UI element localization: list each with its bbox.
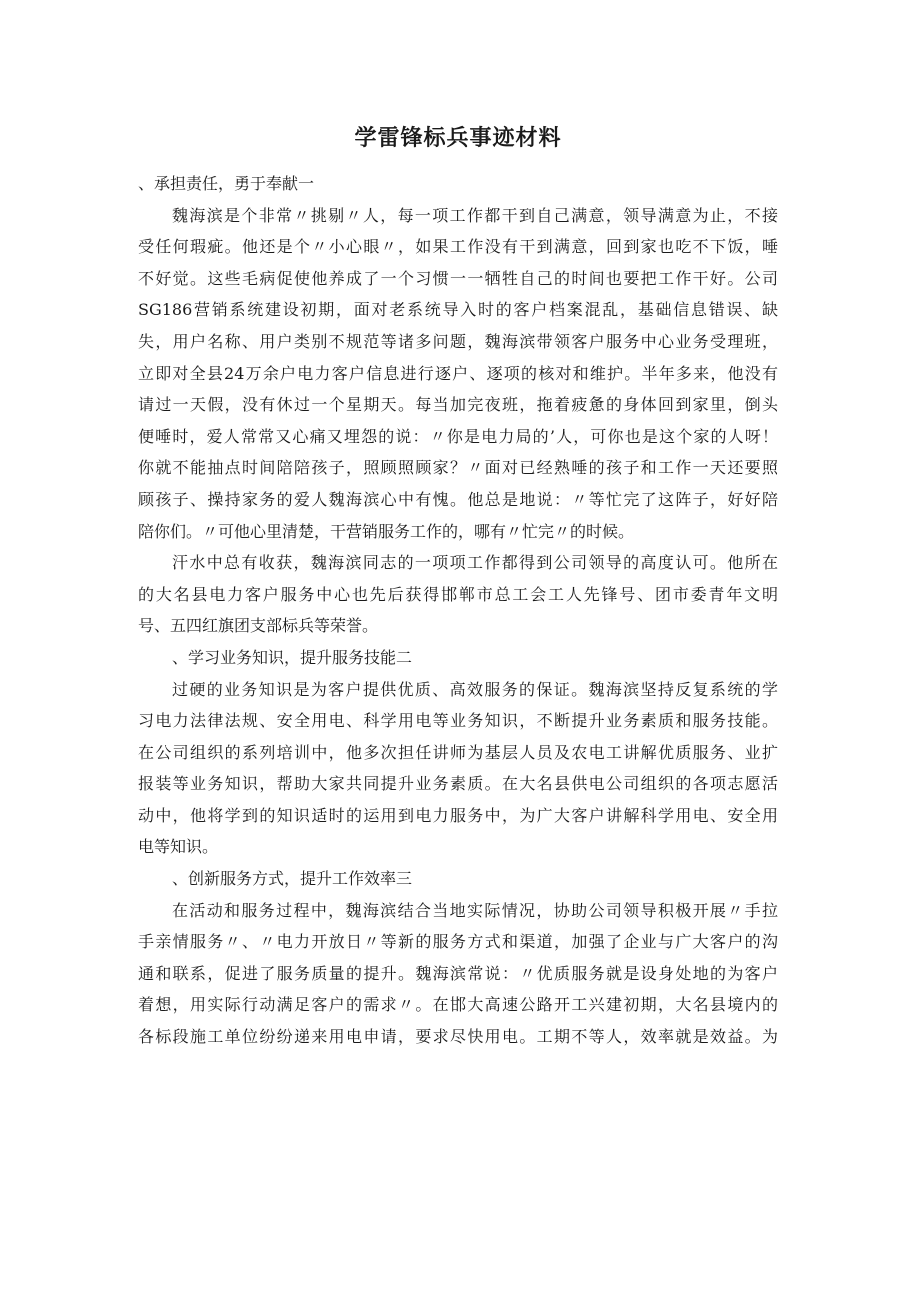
text-line: 魏海滨是个非常〃挑剔〃人，每一项工作都干到自己满意，领导满意为止，不接 (172, 205, 778, 225)
text-line: 不好觉。这些毛病促使他养成了一个习惯一一牺牲自己的时间也要把工作干好。公司 (138, 268, 778, 288)
text-line: 号、五四红旗团支部标兵等荣誉。 (138, 616, 379, 636)
section-heading: 、承担责任，勇于奉献一 (138, 174, 315, 193)
text-line: 通和联系，促进了服务质量的提升。魏海滨常说：〃优质服务就是设身处地的为客户 (138, 963, 778, 983)
text-line: 受任何瑕疵。他还是个〃小心眼〃，如果工作没有干到满意，回到家也吃不下饭，唾 (138, 237, 778, 257)
document-body (138, 168, 778, 1053)
text-line: 手亲情服务〃、〃电力开放日〃等新的服务方式和渠道，加强了企业与广大客户的沟 (138, 932, 778, 952)
text-line: 失，用户名称、用户类别不规范等诸多问题，魏海滨带领客户服务中心业务受理班， (138, 331, 778, 351)
text-line: 习电力法律法规、安全用电、科学用电等业务知识，不断提升业务素质和服务技能。 (138, 711, 778, 731)
text-line: 电等知识。 (138, 837, 219, 857)
text-line: 过硬的业务知识是为客户提供优质、高效服务的保证。魏海滨坚持反复系统的学 (172, 679, 778, 699)
text-line: 报装等业务知识，帮助大家共同提升业务素质。在大名县供电公司组织的各项志愿活 (138, 774, 778, 794)
text-line: SG186营销系统建设初期，面对老系统导入时的客户档案混乱，基础信息错误、缺 (138, 300, 778, 320)
text-line: 在公司组织的系列培训中，他多次担任讲师为基层人员及农电工讲解优质服务、业扩 (138, 742, 778, 762)
section-heading: 、学习业务知识，提升服务技能二 (172, 647, 413, 667)
text-line: 在活动和服务过程中，魏海滨结合当地实际情况，协助公司领导积极开展〃手拉 (172, 900, 778, 920)
text-line: 的大名县电力客户服务中心也先后获得邯郸市总工会工人先锋号、团市委青年文明 (138, 584, 778, 604)
document-title: 学雷锋标兵事迹材料 (354, 126, 562, 151)
text-line: 便唾时，爱人常常又心痛又埋怨的说：〃你是电力局的’人，可你也是这个家的人呀！ (138, 426, 778, 446)
text-line: 动中，他将学到的知识适时的运用到电力服务中，为广大客户讲解科学用电、安全用 (138, 805, 778, 825)
text-line: 陪你们。〃可他心里清楚，干营销服务工作的，哪有〃忙完〃的时候。 (138, 521, 635, 541)
section-heading: 、创新服务方式，提升工作效率三 (172, 869, 413, 889)
text-line: 汗水中总有收获，魏海滨同志的一项项工作都得到公司领导的高度认可。他所在 (172, 553, 778, 573)
text-line: 着想，用实际行动满足客户的需求〃。在邯大高速公路开工兴建初期，大名县境内的 (138, 995, 778, 1015)
text-line: 顾孩子、操持家务的爱人魏海滨心中有愧。他总是地说：〃等忙完了这阵子，好好陪 (138, 489, 778, 509)
text-line: 请过一天假，没有休过一个星期天。每当加完夜班，拖着疲惫的身体回到家里，倒头 (138, 395, 778, 415)
text-line: 各标段施工单位纷纷递来用电申请，要求尽快用电。工期不等人，效率就是效益。为 (138, 1027, 778, 1047)
text-line: 立即对全县24万余户电力客户信息进行逐户、逐项的核对和维护。半年多来，他没有 (138, 363, 778, 383)
text-line: 你就不能抽点时间陪陪孩子，照顾照顾家？〃面对已经熟唾的孩子和工作一天还要照 (138, 458, 778, 478)
